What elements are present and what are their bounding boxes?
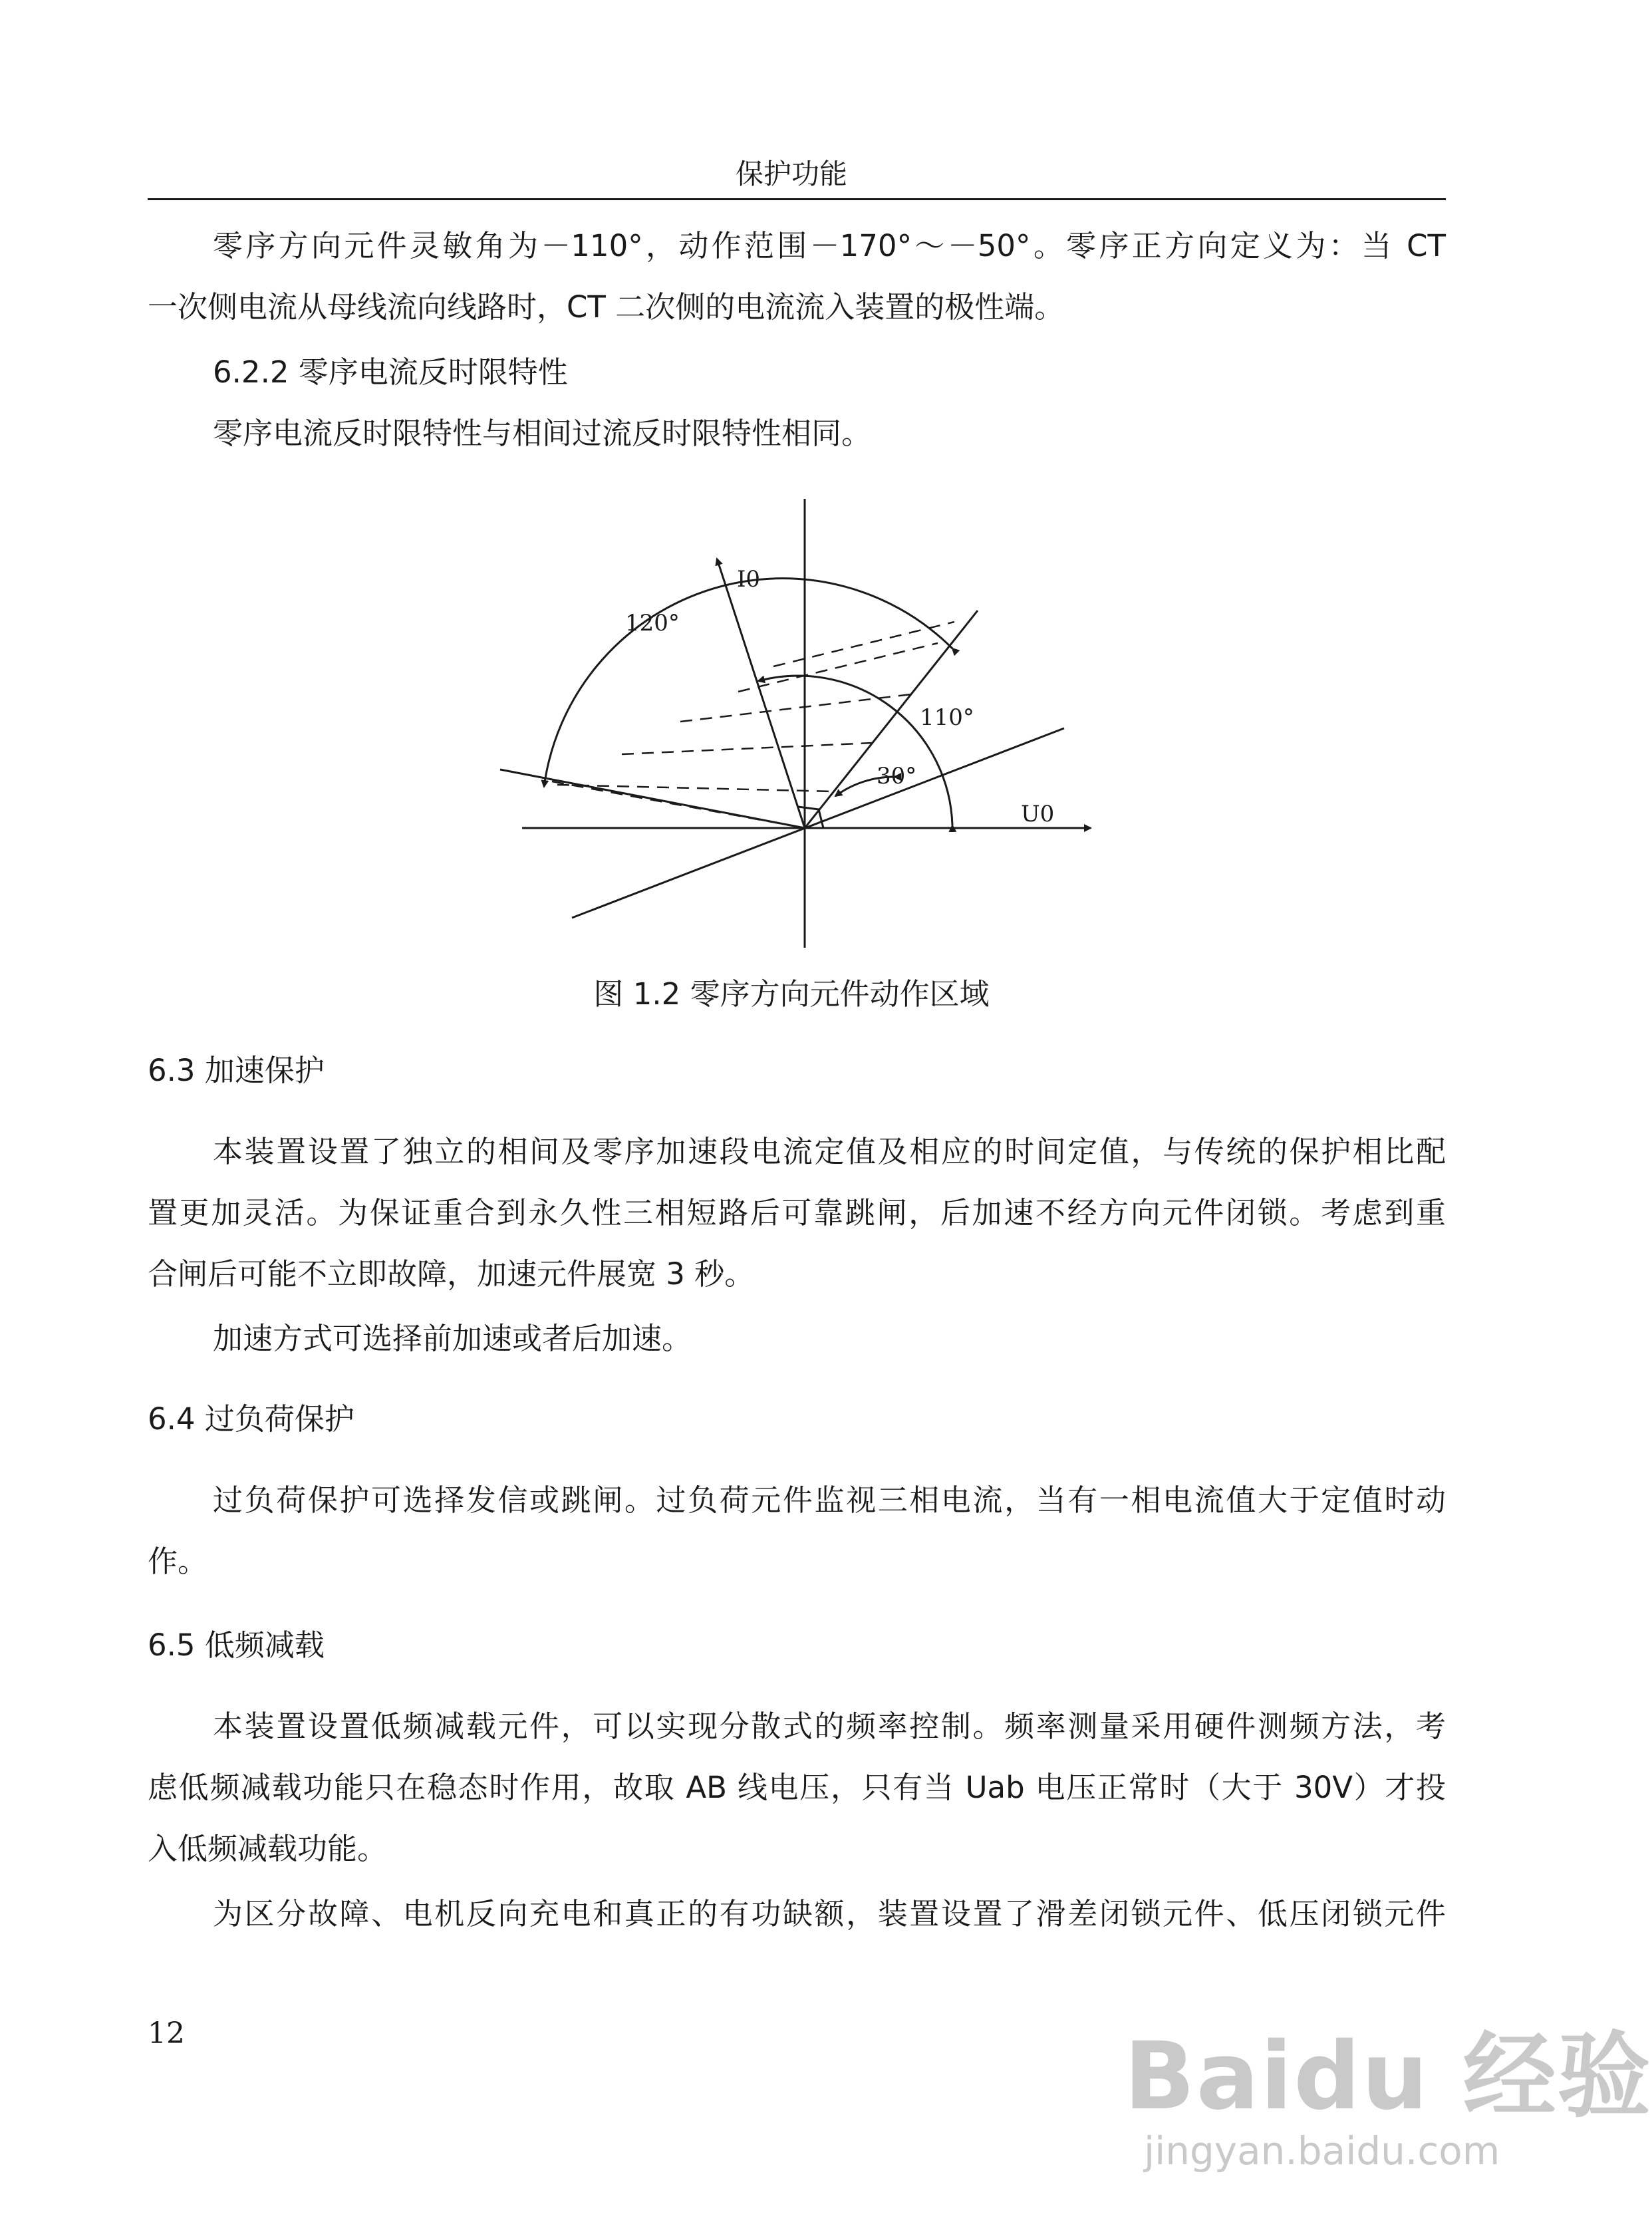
paragraph-line: 入低频减载功能。 [148,1831,388,1866]
section-heading: 6.4 过负荷保护 [148,1401,354,1437]
running-header: 保护功能 [735,158,847,190]
label-110: 110° [920,704,974,731]
paragraph-line: 合闸后可能不立即故障，加速元件展宽 3 秒。 [148,1256,755,1292]
label-30: 30° [877,763,917,789]
figure-caption: 图 1.2 零序方向元件动作区域 [593,976,990,1012]
paragraph-line: 过负荷保护可选择发信或跳闸。过负荷元件监视三相电流，当有一相电流值大于定值时动 [213,1482,1446,1518]
paragraph-line: 本装置设置低频减载元件，可以实现分散式的频率控制。频率测量采用硬件测频方法，考 [213,1709,1446,1744]
section-heading: 6.2.2 零序电流反时限特性 [213,354,568,390]
page-number: 12 [148,2017,185,2050]
paragraph-line: 虑低频减载功能只在稳态时作用，故取 AB 线电压，只有当 Uab 电压正常时（大于 30V）才投 [148,1770,1446,1805]
paragraph-line: 置更加灵活。为保证重合到永久性三相短路后可靠跳闸，后加速不经方向元件闭锁。考虑到重 [148,1195,1446,1230]
watermark-logo: Baidu 经验 [1124,2023,1652,2131]
paragraph-line: 本装置设置了独立的相间及零序加速段电流定值及相应的时间定值，与传统的保护相比配 [213,1134,1446,1169]
boundary-line-lower [572,728,1064,918]
paragraph-line: 一次侧电流从母线流向线路时，CT 二次侧的电流流入装置的极性端。 [148,289,1065,325]
paragraph-line: 加速方式可选择前加速或者后加速。 [213,1321,692,1356]
paragraph-line: 零序电流反时限特性与相间过流反时限特性相同。 [213,416,872,451]
section-heading: 6.5 低频减载 [148,1627,325,1663]
watermark-url: jingyan.baidu.com [1144,2128,1500,2173]
phasor-diagram [0,0,1583,971]
watermark [1124,1929,1652,2208]
paragraph-line: 为区分故障、电机反向充电和真正的有功缺额，装置设置了滑差闭锁元件、低压闭锁元件 [213,1896,1446,1931]
label-u0: U0 [1021,801,1055,827]
paragraph-line: 作。 [148,1544,208,1579]
section-heading: 6.3 加速保护 [148,1053,325,1088]
arc-110 [758,676,952,825]
operating-zone-hatch [552,622,954,828]
i0-phasor [717,559,805,828]
arc-120 [544,579,952,787]
paragraph-line: 零序方向元件灵敏角为－110°，动作范围－170°～－50°。零序正方向定义为：当 CT [213,228,1446,263]
label-120: 120° [625,610,680,636]
label-i0: I0 [737,566,761,593]
